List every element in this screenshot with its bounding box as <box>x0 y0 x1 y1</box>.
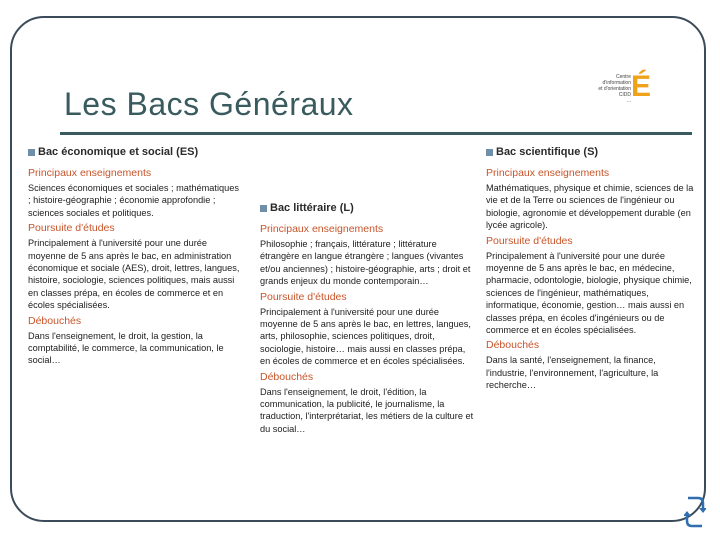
logo-line: Centre d'information <box>602 74 631 86</box>
bullet-square-icon <box>28 149 35 156</box>
column-heading-label: Bac scientifique (S) <box>496 146 599 158</box>
section-heading: Poursuite d'études <box>260 290 347 303</box>
column-heading-label: Bac littéraire (L) <box>270 202 354 214</box>
section-text: Dans l'enseignement, le droit, la gestion, la comptabilité, le commerce, la communication, le social… <box>28 330 224 366</box>
column-heading <box>260 202 474 214</box>
bullet-square-icon <box>260 205 267 212</box>
column-bac-es <box>28 146 242 370</box>
bullet-square-icon <box>486 149 493 156</box>
column-bac-l <box>260 202 474 438</box>
section-text: Principalement à l'université pour une durée moyenne de 5 ans après le bac, en lettres, langues, arts, philosophie, sciences politiques, droit, sociologie, histoire… mais aussi en classes prépa, en écoles de commerce et en écoles spécialisées. <box>260 306 471 367</box>
section-heading: Principaux enseignements <box>486 167 610 179</box>
section-text: Principalement à l'université pour une durée moyenne de 5 ans après le bac, en administration économique et sociale (AES), droit, lettres, langues, histoire, sociologie, sciences politiques, mais aussi en classes prépa, en écoles de commerce et en écoles spécialisées. <box>28 238 240 311</box>
section-heading: Poursuite d'études <box>28 222 115 235</box>
logo-glyph: É <box>631 70 652 103</box>
column-bac-s <box>486 146 696 395</box>
section-heading: Débouchés <box>260 370 314 383</box>
section-heading: Débouchés <box>486 339 540 352</box>
title-underline <box>60 132 692 135</box>
section-text: Philosophie ; français, littérature ; littérature étrangère en langue étrangère ; langues (vivantes et/ou anciennes) ; histoire-géographie, arts ; droit et grands enjeux du monde contemporain… <box>260 239 471 287</box>
column-heading-label: Bac économique et social (ES) <box>38 146 199 158</box>
section-heading: Poursuite d'études <box>486 234 573 247</box>
logo-line: et d'orientation <box>598 86 631 92</box>
section-text: Sciences économiques et sociales ; mathématiques ; histoire-géographie ; économie approfondie ; sciences sociales et politiques. <box>28 183 239 218</box>
section-heading: Débouchés <box>28 314 82 327</box>
logo-line: CIDD <box>618 92 631 98</box>
column-heading <box>28 146 242 158</box>
section-text: Mathématiques, physique et chimie, sciences de la vie et de la Terre ou sciences de l'ingénieur ou biologie, agronomie et développement durable (en lycée agricole). <box>486 183 694 231</box>
logo-text <box>593 74 631 104</box>
return-arrow-icon[interactable] <box>684 495 706 529</box>
section-heading: Principaux enseignements <box>260 223 384 235</box>
page-title: Les Bacs Généraux <box>64 86 354 122</box>
logo-line: ... <box>626 98 631 104</box>
section-text: Principalement à l'université pour une durée moyenne de 5 ans après le bac, en médecine, pharmacie, odontologie, biologie, physique chimie, sciences de l'ingénieur, mathématiques, informatique, économie, gestion… mais aussi en classes prépa, en écoles d'ingénieurs ou de commerce et en écoles spécialisées. <box>486 250 692 336</box>
logo <box>593 72 665 120</box>
column-heading <box>486 146 696 158</box>
section-text: Dans l'enseignement, le droit, l'édition, la communication, la publicité, le journalisme, la traduction, l'interprétariat, les métiers de la culture et du social… <box>260 386 474 434</box>
section-text: Dans la santé, l'enseignement, la finance, l'industrie, l'environnement, l'agriculture, la recherche… <box>486 355 659 391</box>
section-heading: Principaux enseignements <box>28 167 152 179</box>
